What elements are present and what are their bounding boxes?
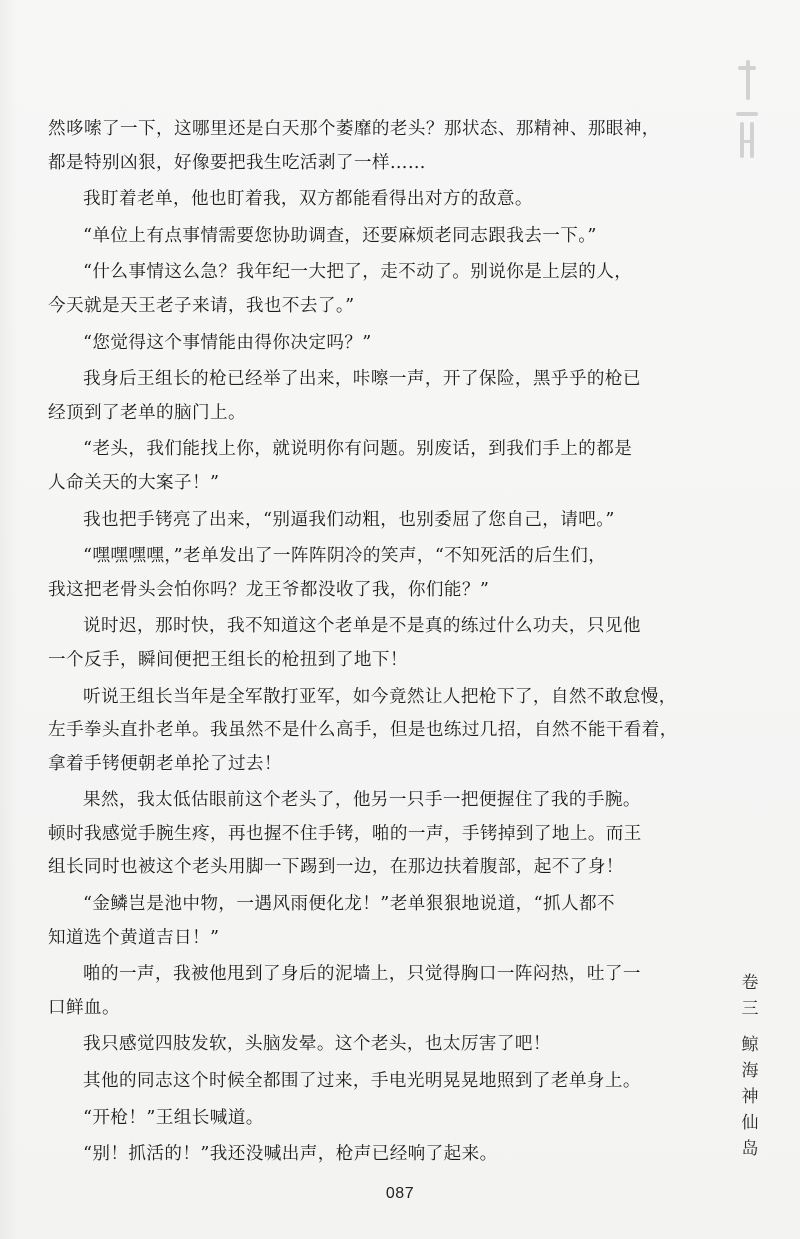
text-line: 顿时我感觉手腕生疼，再也握不住手铐，啪的一声，手铐掉到了地上。而王: [48, 823, 642, 844]
text-line: 知道选个黄道吉日！”: [48, 927, 220, 948]
text-line: 我这把老骨头会怕你吗？龙王爷都没收了我，你们能？”: [48, 579, 490, 600]
text-line: “什么事情这么急？我年纪一大把了，走不动了。别说你是上层的人，: [83, 262, 633, 283]
page-number: 087: [385, 1185, 415, 1202]
text-line: 我只感觉四肢发软，头脑发晕。这个老头，也太厉害了吧！: [83, 1034, 551, 1055]
text-line: “您觉得这个事情能由得你决定吗？”: [83, 332, 372, 353]
text-line: 拿着手铐便朝老单抡了过去！: [48, 753, 282, 774]
text-line: “别！抓活的！”我还没喊出声，枪声已经响了起来。: [83, 1144, 498, 1165]
text-line: 组长同时也被这个老头用脚一下踢到一边，在那边扶着腹部，起不了身！: [48, 857, 624, 878]
volume-label: 卷三: [741, 973, 759, 1019]
text-line: 听说王组长当年是全军散打亚军，如今竟然让人把枪下了，自然不敢怠慢，: [83, 686, 677, 707]
text-line: 我盯着老单，他也盯着我，双方都能看得出对方的敌意。: [83, 189, 533, 210]
text-line: 啪的一声，我被他甩到了身后的泥墙上，只觉得胸口一阵闷热，吐了一: [83, 964, 641, 985]
text-line: “单位上有点事情需要您协助调查，还要麻烦老同志跟我去一下。”: [83, 225, 597, 246]
text-line: “金鳞岂是池中物，一遇风雨便化龙！”老单狠狠地说道，“抓人都不: [83, 894, 616, 915]
text-line: 说时迟，那时快，我不知道这个老单是不是真的练过什么功夫，只见他: [83, 616, 641, 637]
text-line: 我也把手铐亮了出来，“别逼我们动粗，也别委屈了您自己，请吧。”: [83, 509, 615, 530]
text-line: “老头，我们能找上你，就说明你有问题。别废话，到我们手上的都是: [83, 439, 633, 460]
page-text-body: [48, 113, 678, 1172]
text-line: 一个反手，瞬间便把王组长的枪扭到了地下！: [48, 649, 408, 670]
text-line: 今天就是天王老子来请，我也不去了。”: [48, 295, 355, 316]
text-line: 都是特别凶狠，好像要把我生吃活剥了一样……: [48, 152, 426, 173]
text-line: 然哆嗦了一下，这哪里还是白天那个萎靡的老头？那状态、那精神、那眼神，: [48, 119, 660, 139]
text-line: 其他的同志这个时候全都围了过来，手电光明晃晃地照到了老单身上。: [83, 1071, 641, 1092]
text-line: 人命关天的大案子！”: [48, 472, 220, 493]
text-line: “开枪！”王组长喊道。: [83, 1107, 264, 1128]
text-line: 左手拳头直扑老单。我虽然不是什么高手，但是也练过几招，自然不能干看着，: [48, 720, 678, 741]
text-line: 口鲜血。: [48, 997, 120, 1018]
bleed-through-mark: [734, 60, 762, 164]
running-header-vertical: [737, 970, 763, 1162]
volume-title: 鲸海神仙岛: [741, 1035, 759, 1159]
text-line: “嘿嘿嘿嘿，”老单发出了一阵阵阴冷的笑声，“不知死活的后生们，: [83, 546, 607, 567]
text-line: 经顶到了老单的脑门上。: [48, 402, 246, 423]
text-line: 我身后王组长的枪已经举了出来，咔嚓一声，开了保险，黑乎乎的枪已: [83, 369, 641, 390]
text-line: 果然，我太低估眼前这个老头了，他另一只手一把便握住了我的手腕。: [83, 790, 641, 811]
